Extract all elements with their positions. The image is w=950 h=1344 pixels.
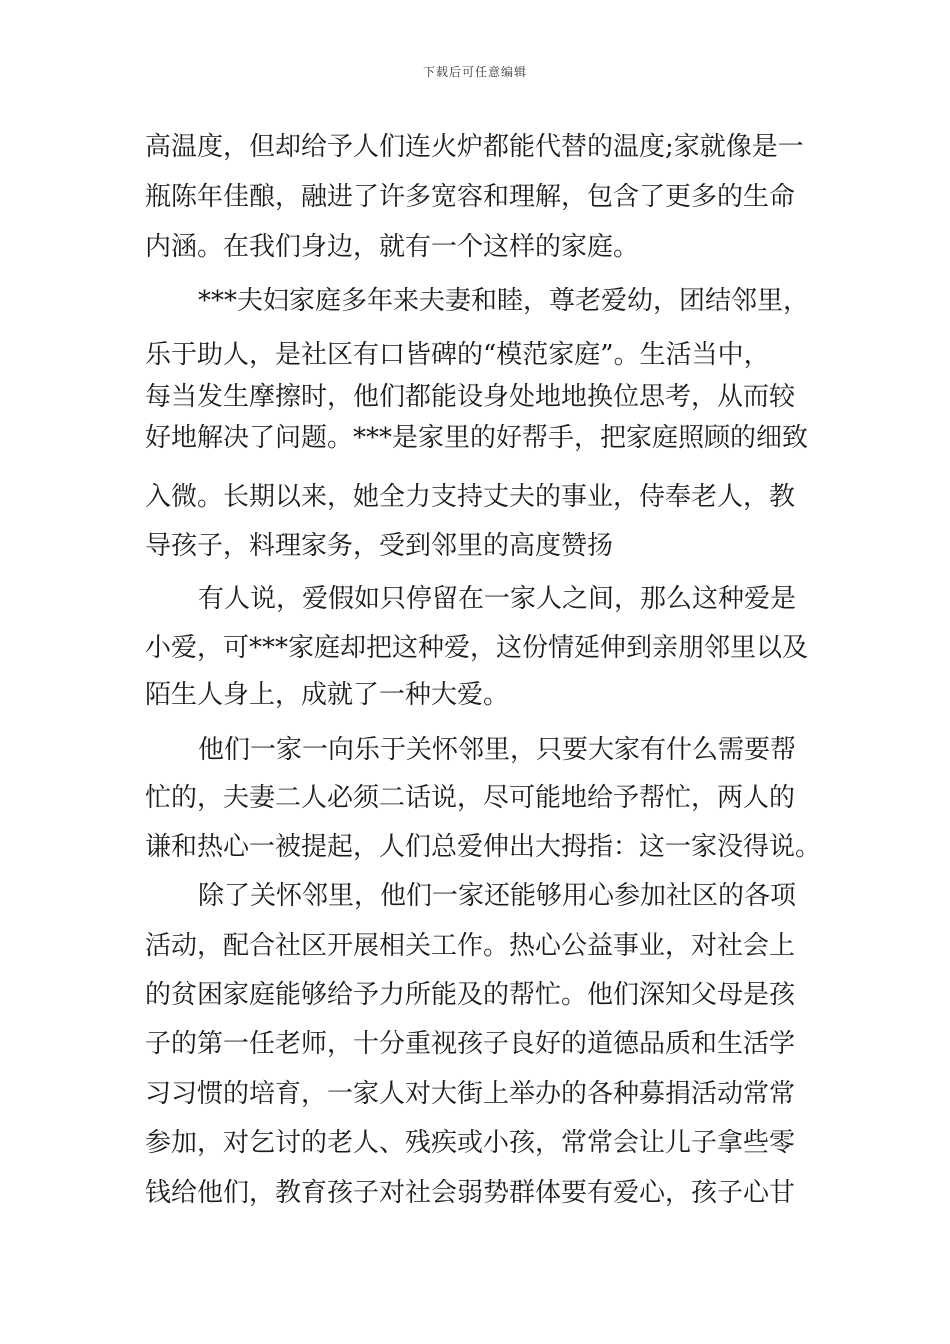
text-line: 的贫困家庭能够给予力所能及的帮忙。他们深知父母是孩 xyxy=(145,980,796,1010)
paragraph-first-line: 他们一家一向乐于关怀邻里，只要大家有什么需要帮 xyxy=(198,735,797,765)
text-line: 好地解决了问题。***是家里的好帮手，把家庭照顾的细致 xyxy=(145,423,809,453)
paragraph-first-line: ***夫妇家庭多年来夫妻和睦，尊老爱幼，团结邻里， xyxy=(198,286,810,316)
text-line: 参加，对乞讨的老人、残疾或小孩，常常会让儿子拿些零 xyxy=(145,1128,796,1158)
paragraph-first-line: 除了关怀邻里，他们一家还能够用心参加社区的各项 xyxy=(198,881,797,911)
text-line: 陌生人身上，成就了一种大爱。 xyxy=(145,680,510,710)
text-line: 忙的，夫妻二人必须二话说，尽可能地给予帮忙，两人的 xyxy=(145,783,796,813)
text-line: 内涵。在我们身边，就有一个这样的家庭。 xyxy=(145,232,640,262)
text-line: 高温度，但却给予人们连火炉都能代替的温度;家就像是一 xyxy=(145,132,804,162)
text-line: 习习惯的培育，一家人对大街上举办的各种募捐活动常常 xyxy=(145,1079,796,1109)
text-line: 导孩子，料理家务，受到邻里的高度赞扬 xyxy=(145,531,614,561)
text-line: 每当发生摩擦时，他们都能设身处地地换位思考，从而较 xyxy=(145,382,796,412)
paragraph-first-line: 有人说，爱假如只停留在一家人之间，那么这种爱是 xyxy=(198,584,797,614)
page-header: 下载后可任意编辑 xyxy=(422,65,527,79)
text-line: 入微。长期以来，她全力支持丈夫的事业，侍奉老人，教 xyxy=(145,482,796,512)
text-line: 子的第一任老师，十分重视孩子良好的道德品质和生活学 xyxy=(145,1029,796,1059)
text-line: 乐于助人，是社区有口皆碑的“模范家庭”。生活当中， xyxy=(145,340,770,370)
text-line: 瓶陈年佳酿，融进了许多宽容和理解，包含了更多的生命 xyxy=(145,182,796,212)
text-line: 钱给他们，教育孩子对社会弱势群体要有爱心，孩子心甘 xyxy=(145,1178,796,1208)
text-line: 活动，配合社区开展相关工作。热心公益事业，对社会上 xyxy=(145,931,796,961)
text-line: 谦和热心一被提起，人们总爱伸出大拇指：这一家没得说。 xyxy=(145,832,822,862)
text-line: 小爱，可***家庭却把这种爱，这份情延伸到亲朋邻里以及 xyxy=(145,633,809,663)
